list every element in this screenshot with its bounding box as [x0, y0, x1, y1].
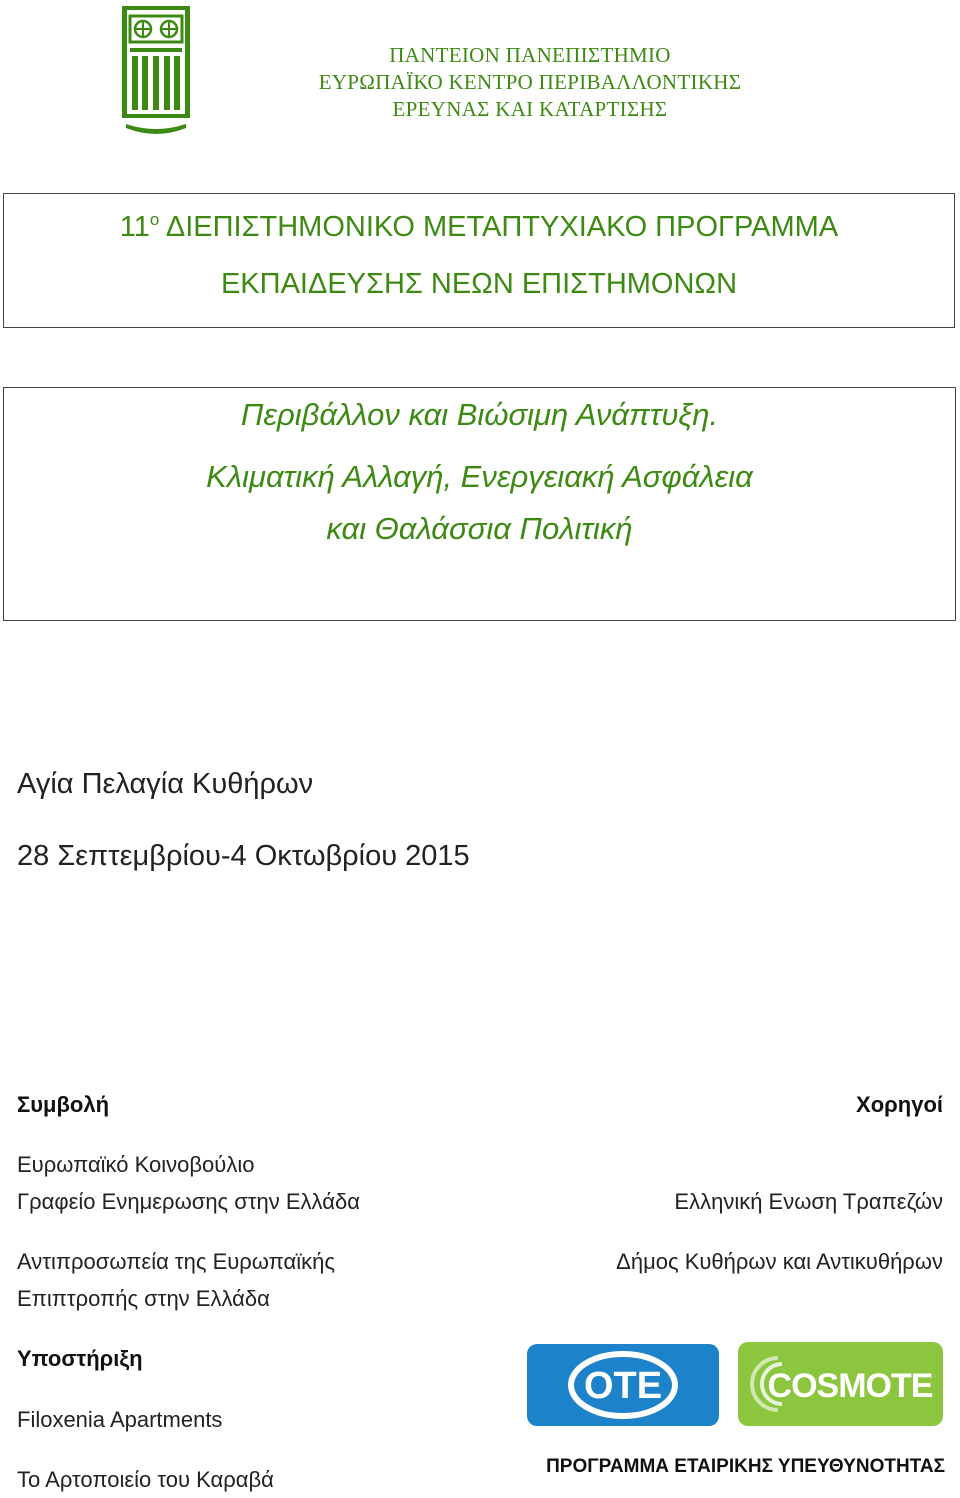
contribution-item-1	[17, 1146, 360, 1220]
topic-line3: και Θαλάσσια Πολιτική	[326, 511, 633, 546]
event-dates: 28 Σεπτεμβρίου-4 Οκτωβρίου 2015	[17, 840, 470, 872]
event-place: Αγία Πελαγία Κυθήρων	[17, 768, 314, 800]
program-title-rest: ΔΙΕΠΙΣΤΗΜΟΝΙΚΟ ΜΕΤΑΠΤΥΧΙΑΚΟ ΠΡΟΓΡΑΜΜΑ	[159, 211, 839, 243]
program-title-box	[3, 193, 955, 328]
institution-center-line1: ΕΥΡΩΠΑΪΚΟ ΚΕΝΤΡΟ ΠΕΡΙΒΑΛΛΟΝΤΙΚΗΣ	[318, 70, 742, 94]
contribution-item-1-line2: Γραφείο Ενημερωσης στην Ελλάδα	[17, 1189, 360, 1214]
topic-line2: Κλιματική Αλλαγή, Ενεργειακή Ασφάλεια	[206, 459, 753, 494]
program-ordinal-suffix: ο	[149, 210, 160, 229]
contribution-item-1-line1: Ευρωπαϊκό Κοινοβούλιο	[17, 1152, 255, 1177]
support-item-2: Το Αρτοποιείο του Καραβά	[17, 1467, 274, 1492]
topic-box	[3, 387, 956, 621]
contribution-label: Συμβολή	[17, 1092, 110, 1117]
contribution-item-2-line1: Αντιπροσωπεία της Ευρωπαϊκής	[17, 1249, 335, 1274]
university-seal-icon	[120, 6, 192, 140]
contribution-item-2	[17, 1243, 335, 1317]
institution-center-line2: ΕΡΕΥΝΑΣ ΚΑΙ ΚΑΤΑΡΤΙΣΗΣ	[392, 97, 668, 121]
support-label: Υποστήριξη	[17, 1346, 143, 1371]
cosmote-logo	[738, 1342, 943, 1426]
csr-program-label: ΠΡΟΓΡΑΜΜΑ ΕΤΑΙΡΙΚΗΣ ΥΠΕΥΘΥΝΟΤΗΤΑΣ	[546, 1456, 945, 1477]
support-item-1: Filoxenia Apartments	[17, 1407, 223, 1432]
institution-header	[250, 42, 810, 123]
sponsor-item-1: Ελληνική Ενωση Τραπεζών	[674, 1189, 943, 1214]
contribution-item-2-line2: Επιπτροπής στην Ελλάδα	[17, 1286, 270, 1311]
program-ordinal-number: 11	[119, 211, 150, 243]
cosmote-logo-text: COSMOTE	[767, 1367, 933, 1405]
institution-name: ΠΑΝΤΕΙΟΝ ΠΑΝΕΠΙΣΤΗΜΙΟ	[389, 43, 671, 67]
topic-line1: Περιβάλλον και Βιώσιμη Ανάπτυξη.	[240, 397, 719, 432]
program-title-line1	[4, 200, 954, 247]
ote-logo-text: OTE	[583, 1365, 663, 1407]
program-title-line2: ΕΚΠΑΙΔΕΥΣΗΣ ΝΕΩΝ ΕΠΙΣΤΗΜΟΝΩΝ	[220, 268, 738, 300]
ote-logo	[527, 1344, 719, 1426]
sponsors-label: Χορηγοί	[856, 1092, 943, 1117]
sponsor-item-2: Δήμος Κυθήρων και Αντικυθήρων	[616, 1249, 943, 1274]
